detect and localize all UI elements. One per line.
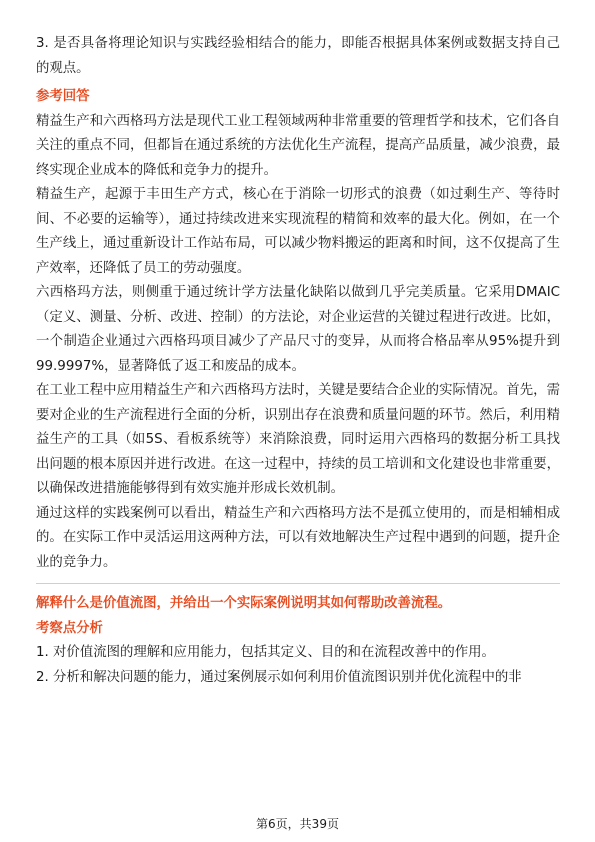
answer-paragraph-1: 精益生产和六西格玛方法是现代工业工程领域两种非常重要的管理哲学和技术，它们各自关注的重点不同，但都旨在通过系统的方法优化生产流程，提高产品质量，减少浪费，最终实现企业成本的降低和竞争力的提升。 (36, 113, 560, 178)
assessment-item-3: 3. 是否具备将理论知识与实践经验相结合的能力，即能否根据具体案例或数据支持自己的观点。 (36, 36, 560, 76)
answer-paragraph-5: 通过这样的实践案例可以看出，精益生产和六西格玛方法不是孤立使用的，而是相辅相成的。在实际工作中灵活运用这两种方法，可以有效地解决生产过程中遇到的问题，提升企业的竞争力。 (36, 505, 560, 570)
reference-answer-heading: 参考回答 (36, 89, 90, 104)
analysis-item-2: 2. 分析和解决问题的能力，通过案例展示如何利用价值流图识别并优化流程中的非 (36, 669, 522, 685)
answer-paragraph-2: 精益生产，起源于丰田生产方式，核心在于消除一切形式的浪费（如过剩生产、等待时间、不必要的运输等），通过持续改进来实现流程的精简和效率的最大化。例如，在一个生产线上，通过重新设计工作站布局，可以减少物料搬运的距离和时间，这不仅提高了生产效率，还降低了员工的劳动强度。 (36, 187, 560, 276)
page-number: 第6页，共39页 (256, 817, 339, 831)
next-question: 解释什么是价值流图，并给出一个实际案例说明其如何帮助改善流程。 (36, 596, 452, 611)
page-content (36, 32, 560, 690)
analysis-item-1: 1. 对价值流图的理解和应用能力，包括其定义、目的和在流程改善中的作用。 (36, 645, 495, 660)
analysis-heading: 考察点分析 (36, 620, 103, 636)
section-divider (36, 583, 560, 584)
answer-paragraph-3: 六西格玛方法，则侧重于通过统计学方法量化缺陷以做到几乎完美质量。它采用DMAIC（定义、测量、分析、改进、控制）的方法论，对企业运营的关键过程进行改进。比如，一个制造企业通过六西格玛项目减少了产品尺寸的变异，从而将合格品率从95%提升到99.9997%，显著降低了返工和废品的成本。 (36, 285, 560, 374)
answer-paragraph-4: 在工业工程中应用精益生产和六西格玛方法时，关键是要结合企业的实际情况。首先，需要对企业的生产流程进行全面的分析，识别出存在浪费和质量问题的环节。然后，利用精益生产的工具（如5S、看板系统等）来消除浪费，同时运用六西格玛的数据分析工具找出问题的根本原因并进行改进。在这一过程中，持续的员工培训和文化建设也非常重要，以确保改进措施能够得到有效实施并形成长效机制。 (36, 383, 560, 496)
